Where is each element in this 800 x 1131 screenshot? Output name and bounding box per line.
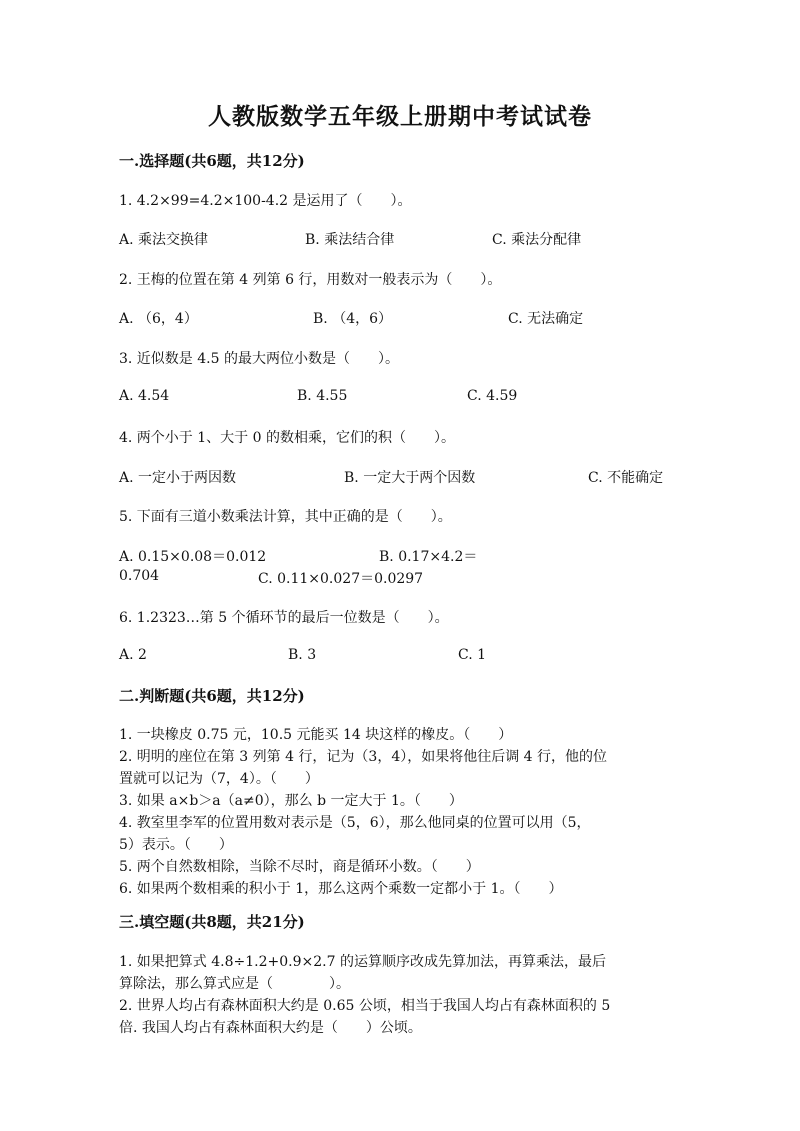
- section-judge-heading: 二.判断题(共6题，共12分): [119, 687, 305, 705]
- judge-line: 2. 明明的座位在第 3 列第 4 行，记为（3，4），如果将他往后调 4 行，他的位: [119, 749, 608, 765]
- option-c: C. 1: [458, 647, 487, 663]
- option-a: A. 一定小于两因数: [119, 470, 237, 486]
- exam-title: 人教版数学五年级上册期中考试试卷: [208, 103, 592, 130]
- section-fill-heading: 三.填空题(共8题，共21分): [119, 913, 305, 931]
- question-text: 3. 近似数是 4.5 的最大两位小数是（ ）。: [119, 351, 399, 367]
- option-b: B. 乘法结合律: [305, 232, 395, 248]
- option-b: B. 0.17×4.2＝: [379, 549, 478, 565]
- fill-line: 2. 世界人均占有森林面积大约是 0.65 公顷，相当于我国人均占有森林面积的 5: [119, 998, 611, 1014]
- option-b: B. （4，6）: [313, 311, 393, 327]
- question-text: 1. 4.2×99=4.2×100-4.2 是运用了（ ）。: [119, 193, 412, 209]
- option-a: A. （6，4）: [119, 311, 198, 327]
- judge-line: 3. 如果 a×b＞a（a≠0），那么 b 一定大于 1。（ ）: [119, 793, 463, 809]
- fill-line: 1. 如果把算式 4.8÷1.2+0.9×2.7 的运算顺序改成先算加法，再算乘法，最后: [119, 954, 606, 970]
- option-b-continued: 0.704: [119, 568, 160, 584]
- option-b: B. 4.55: [297, 388, 348, 404]
- option-b: B. 3: [288, 647, 317, 663]
- section-choice-heading: 一.选择题(共6题，共12分): [119, 152, 305, 170]
- option-a: A. 乘法交换律: [119, 232, 209, 248]
- fill-line: 算除法，那么算式应是（ ）。: [119, 976, 350, 992]
- option-b: B. 一定大于两个因数: [344, 470, 476, 486]
- question-text: 6. 1.2323…第 5 个循环节的最后一位数是（ ）。: [119, 610, 449, 626]
- option-c: C. 无法确定: [508, 311, 584, 327]
- question-text: 4. 两个小于 1、大于 0 的数相乘，它们的积（ ）。: [119, 430, 455, 446]
- option-a: A. 4.54: [119, 388, 170, 404]
- question-text: 5. 下面有三道小数乘法计算，其中正确的是（ ）。: [119, 509, 452, 525]
- judge-line: 4. 教室里李军的位置用数对表示是（5，6），那么他同桌的位置可以用（5，: [119, 815, 591, 831]
- option-c: C. 不能确定: [588, 470, 664, 486]
- judge-line: 1. 一块橡皮 0.75 元，10.5 元能买 14 块这样的橡皮。（ ）: [119, 727, 513, 743]
- question-text: 2. 王梅的位置在第 4 列第 6 行，用数对一般表示为（ ）。: [119, 272, 502, 288]
- option-a: A. 2: [119, 647, 147, 663]
- judge-line: 5. 两个自然数相除，当除不尽时，商是循环小数。（ ）: [119, 859, 480, 875]
- judge-line: 5）表示。（ ）: [119, 837, 233, 853]
- option-c: C. 乘法分配律: [492, 232, 582, 248]
- option-c: C. 4.59: [467, 388, 518, 404]
- judge-line: 6. 如果两个数相乘的积小于 1，那么这两个乘数一定都小于 1。（ ）: [119, 881, 563, 897]
- judge-line: 置就可以记为（7，4）。（ ）: [119, 771, 319, 787]
- option-c: C. 0.11×0.027＝0.0297: [258, 571, 424, 587]
- fill-line: 倍. 我国人均占有森林面积大约是（ ）公顷。: [119, 1020, 422, 1036]
- option-a: A. 0.15×0.08＝0.012: [119, 549, 267, 565]
